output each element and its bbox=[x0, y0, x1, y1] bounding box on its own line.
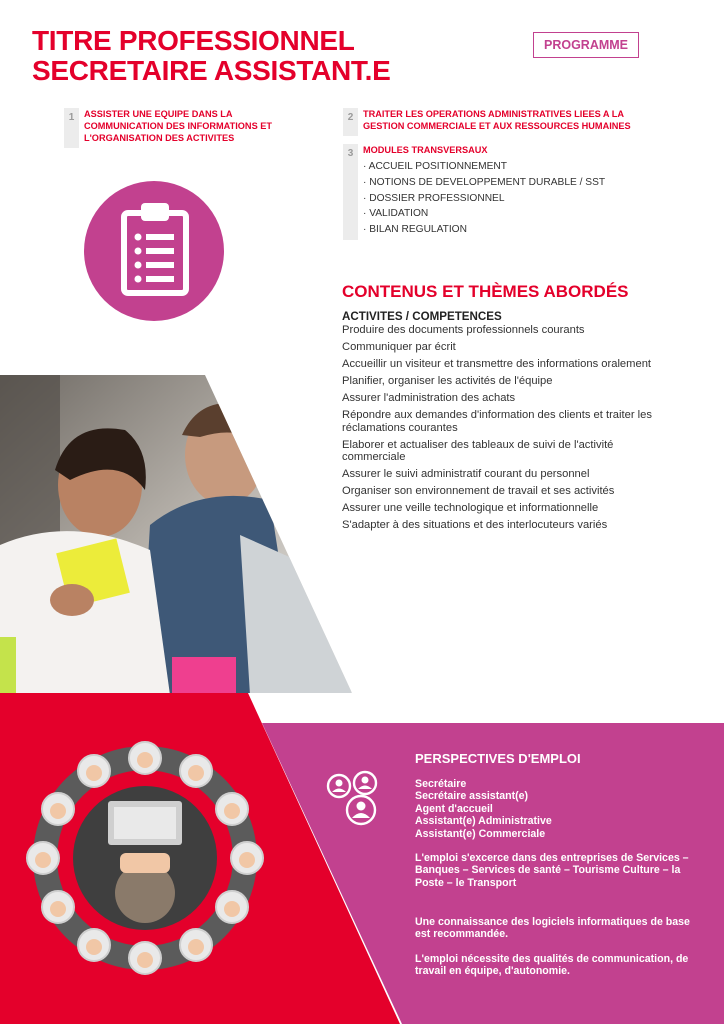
competences-subhead: ACTIVITES / COMPETENCES bbox=[342, 310, 502, 323]
programme-badge: PROGRAMME bbox=[533, 32, 639, 58]
module-title: MODULES TRANSVERSAUX bbox=[363, 145, 488, 155]
competences-list bbox=[342, 324, 712, 532]
module-title: TRAITER LES OPERATIONS ADMINISTRATIVES LIEES A LA GESTION COMMERCIALE ET AUX RESSOURCES HUMAINES bbox=[363, 109, 631, 131]
title-line-1: TITRE PROFESSIONNEL bbox=[32, 25, 355, 56]
module-3 bbox=[343, 144, 663, 238]
module-number: 3 bbox=[343, 144, 358, 240]
list-item: Communiquer par écrit bbox=[342, 341, 456, 353]
module-1 bbox=[64, 108, 314, 144]
list-item: Secrétaire bbox=[415, 778, 467, 790]
list-item: Assistant(e) Commerciale bbox=[415, 827, 546, 840]
sectors-text: L'emploi s'excerce dans des entreprises de Services – Banques – Services de santé – Tourisme Culture – la Poste – le Transport bbox=[415, 852, 689, 889]
people-circle-icon bbox=[325, 770, 383, 828]
team-photo bbox=[0, 375, 352, 695]
list-item: · NOTIONS DE DEVELOPPEMENT DURABLE / SST bbox=[363, 176, 606, 188]
list-item: · VALIDATION bbox=[363, 208, 429, 220]
section-title-contents: CONTENUS ET THÈMES ABORDÉS bbox=[342, 282, 629, 301]
list-item: S'adapter à des situations et des interlocuteurs variés bbox=[342, 519, 608, 531]
list-item: · ACCUEIL POSITIONNEMENT bbox=[363, 161, 507, 172]
list-item: Planifier, organiser les activités de l'équipe bbox=[342, 375, 553, 387]
document-title bbox=[32, 26, 390, 86]
competences-block bbox=[342, 310, 712, 536]
list-item: Assurer l'administration des achats bbox=[342, 392, 516, 404]
list-item: Elaborer et actualiser des tableaux de suivi de l'activité commerciale bbox=[342, 438, 614, 463]
list-item: · DOSSIER PROFESSIONNEL bbox=[363, 192, 505, 204]
module-items bbox=[363, 159, 663, 238]
list-item: Répondre aux demandes d'information des clients et traiter les réclamations courantes bbox=[342, 409, 652, 434]
qualities-text: L'emploi nécessite des qualités de communication, de travail en équipe, d'autonomie. bbox=[415, 953, 689, 978]
title-line-2: SECRETAIRE ASSISTANT.E bbox=[32, 55, 391, 86]
list-item: Secrétaire assistant(e) bbox=[415, 790, 529, 803]
module-title: ASSISTER UNE EQUIPE DANS LA COMMUNICATION DES INFORMATIONS ET L'ORGANISATION DES ACTIVITES bbox=[84, 109, 272, 143]
software-text: Une connaissance des logiciels informatiques de base est recommandée. bbox=[415, 916, 690, 941]
list-item: Assistant(e) Administrative bbox=[415, 815, 552, 828]
list-item: · BILAN REGULATION bbox=[363, 224, 467, 236]
list-item: Organiser son environnement de travail et ses activités bbox=[342, 485, 615, 497]
clipboard-icon bbox=[84, 181, 224, 321]
section-title-perspectives: PERSPECTIVES D'EMPLOI bbox=[415, 751, 581, 766]
module-number: 1 bbox=[64, 108, 79, 148]
module-number: 2 bbox=[343, 108, 358, 136]
list-item: Agent d'accueil bbox=[415, 802, 493, 815]
module-2 bbox=[343, 108, 663, 132]
list-item: Accueillir un visiteur et transmettre des informations oralement bbox=[342, 358, 652, 370]
jobs-list bbox=[415, 778, 552, 840]
list-item: Assurer une veille technologique et informationnelle bbox=[342, 502, 599, 514]
list-item: Assurer le suivi administratif courant du personnel bbox=[342, 468, 590, 480]
list-item: Produire des documents professionnels courants bbox=[342, 324, 585, 336]
